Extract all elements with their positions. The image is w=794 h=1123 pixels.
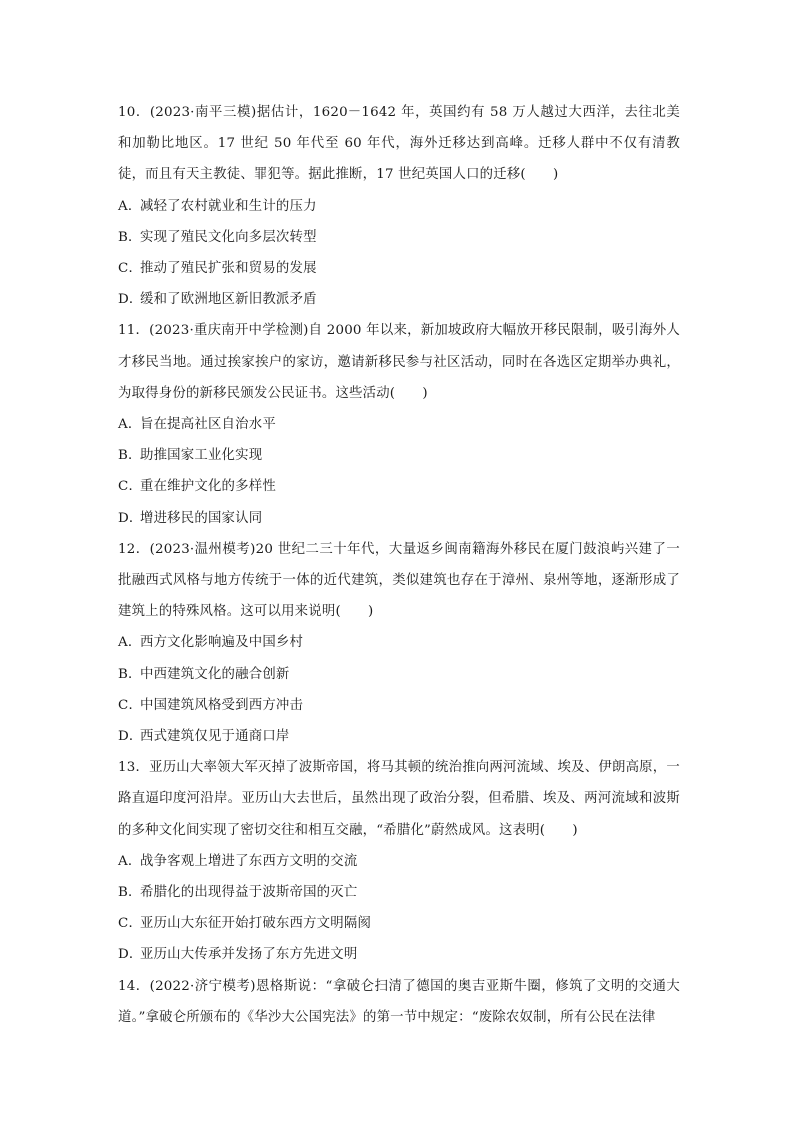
option-letter: C． [118, 916, 143, 932]
question-12 [118, 534, 680, 752]
option-a [118, 846, 680, 877]
question-14 [118, 971, 680, 1033]
option-text: 旨在提高社区自治水平 [140, 417, 276, 433]
option-text: 增进移民的国家认同 [140, 510, 263, 526]
option-letter: C． [118, 479, 143, 495]
question-13 [118, 752, 680, 970]
option-text: 推动了殖民扩张和贸易的发展 [140, 261, 317, 277]
option-letter: A． [118, 198, 142, 214]
option-text: 亚历山大传承并发扬了东方先进文明 [140, 947, 358, 963]
option-text: 希腊化的出现得益于波斯帝国的灭亡 [140, 885, 358, 901]
option-letter: B． [118, 666, 142, 682]
option-text: 缓和了欧洲地区新旧教派矛盾 [140, 292, 317, 308]
option-c [118, 471, 680, 502]
option-b [118, 222, 680, 253]
option-a [118, 409, 680, 440]
option-c [118, 253, 680, 284]
option-d [118, 939, 680, 970]
question-stem: 14．(2022·济宁模考)恩格斯说：“拿破仑扫清了德国的奥吉亚斯牛圈，修筑了文明的交通大道。”拿破仑所颁布的《华沙大公国宪法》的第一节中规定：“废除农奴制，所有公民在法律 [118, 978, 680, 1025]
option-b [118, 440, 680, 471]
option-text: 中西建筑文化的融合创新 [140, 666, 290, 682]
option-text: 战争客观上增进了东西方文明的交流 [140, 853, 358, 869]
option-letter: D． [118, 729, 143, 745]
option-text: 助推国家工业化实现 [140, 448, 263, 464]
option-a [118, 191, 680, 222]
question-10 [118, 97, 680, 315]
option-letter: A． [118, 635, 142, 651]
option-letter: B． [118, 885, 142, 901]
option-letter: D． [118, 292, 143, 308]
option-b [118, 877, 680, 908]
option-letter: B． [118, 229, 142, 245]
option-text: 重在维护文化的多样性 [140, 479, 276, 495]
question-stem: 11．(2023·重庆南开中学检测)自 2000 年以来，新加坡政府大幅放开移民限制，吸引海外人才移民当地。通过挨家挨户的家访，邀请新移民参与社区活动，同时在各选区定期举办典礼，为取得身份的新移民颁发公民证书。这些活动( ) [118, 323, 680, 401]
question-stem: 13．亚历山大率领大军灭掉了波斯帝国，将马其顿的统治推向两河流域、埃及、伊朗高原，一路直逼印度河沿岸。亚历山大去世后，虽然出现了政治分裂，但希腊、埃及、两河流域和波斯的多种文化间实现了密切交往和相互交融，“希腊化”蔚然成风。这表明( ) [118, 760, 680, 838]
question-stem: 10．(2023·南平三模)据估计，1620－1642 年，英国约有 58 万人越过大西洋，去往北美和加勒比地区。17 世纪 50 年代至 60 年代，海外迁移达到高峰。迁移人群中不仅有清教徒，而且有天主教徒、罪犯等。据此推断，17 世纪英国人口的迁移( ) [118, 105, 680, 183]
option-c [118, 690, 680, 721]
option-d [118, 721, 680, 752]
option-text: 西方文化影响遍及中国乡村 [140, 635, 304, 651]
option-c [118, 908, 680, 939]
option-letter: A． [118, 853, 142, 869]
option-letter: C． [118, 697, 143, 713]
option-letter: B． [118, 448, 142, 464]
option-a [118, 627, 680, 658]
option-text: 减轻了农村就业和生计的压力 [140, 198, 317, 214]
option-b [118, 659, 680, 690]
option-letter: D． [118, 947, 143, 963]
question-stem: 12．(2023·温州模考)20 世纪二三十年代，大量返乡闽南籍海外移民在厦门鼓浪屿兴建了一批融西式风格与地方传统于一体的近代建筑，类似建筑也存在于漳州、泉州等地，逐渐形成了建筑上的特殊风格。这可以用来说明( ) [118, 541, 680, 620]
option-text: 实现了殖民文化向多层次转型 [140, 229, 317, 245]
option-text: 亚历山大东征开始打破东西方文明隔阂 [140, 916, 372, 932]
option-letter: C． [118, 261, 143, 277]
option-text: 西式建筑仅见于通商口岸 [140, 729, 290, 745]
option-d [118, 503, 680, 534]
option-letter: D． [118, 510, 143, 526]
option-text: 中国建筑风格受到西方冲击 [140, 697, 304, 713]
option-letter: A． [118, 417, 142, 433]
question-11 [118, 315, 680, 533]
exam-page [118, 97, 680, 1033]
option-d [118, 284, 680, 315]
